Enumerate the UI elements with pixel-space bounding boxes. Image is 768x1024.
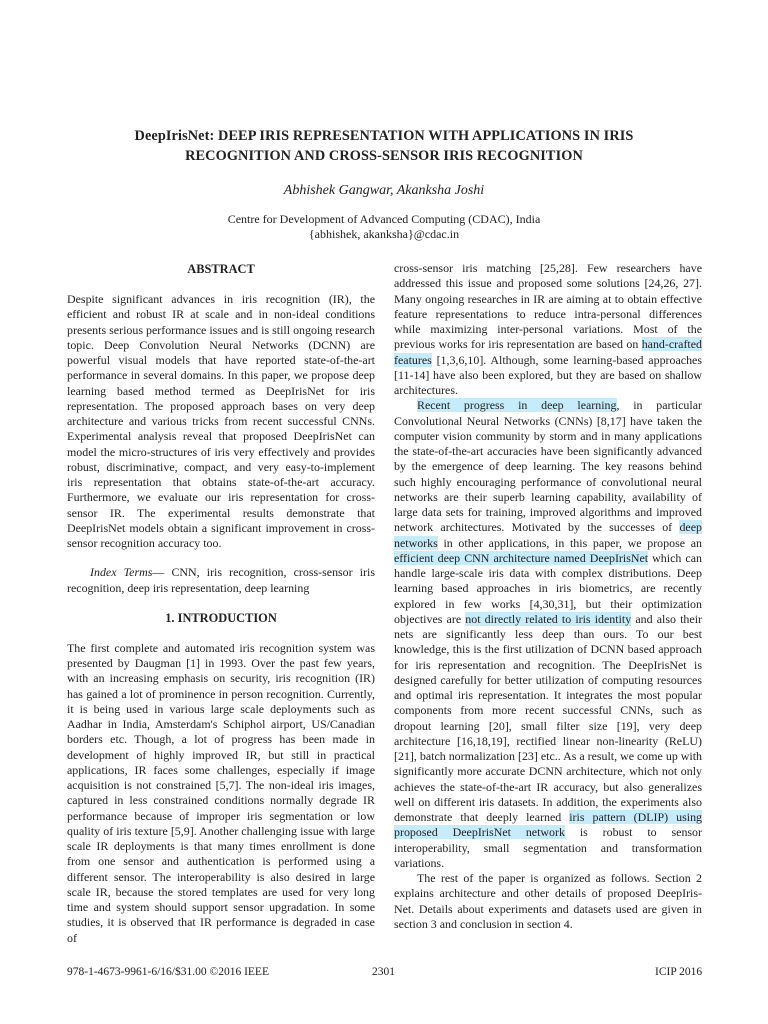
highlight: efficient deep CNN architecture named DeepIrisNet <box>394 550 649 565</box>
paper-title <box>60 126 708 166</box>
header <box>60 126 708 242</box>
highlight: deep networks <box>394 520 702 550</box>
right-paragraph-1 <box>394 261 702 398</box>
text-run: , in particular Convolutional Neural Networks (CNNs) [8,17] have taken the computer vision community by storm and in many applications the state-of-the-art accuracies have been significantly advanced by the emergence of deep learning. The key reasons behind such highly encouraging performance of convolutional neural networks are their superb learning capability, availability of large data sets for training, improved algorithms and improved network architectures. Motivated by the successes of <box>394 398 702 535</box>
highlight: Recent progress in deep learning <box>417 398 617 413</box>
text-run: cross-sensor iris matching [25,28]. Few researchers have addressed this issue and proposed some solutions [24,26, 27]. Many ongoing researches in IR are aiming at to obtain effective feature representations to reduce intra-personal differences while maximizing inter-personal variations. Most of the previous works for iris representation are based on <box>394 261 702 352</box>
highlight: not directly related to iris identity <box>465 611 632 626</box>
abstract-heading: ABSTRACT <box>187 262 255 276</box>
text-run: in other applications, in this paper, we propose an <box>437 535 702 550</box>
highlight: hand-crafted features <box>394 337 702 367</box>
index-terms <box>67 565 375 596</box>
index-terms-text: — CNN, iris recognition, cross-sensor iris recognition, deep iris representation, deep learning <box>67 565 375 595</box>
abstract-text: Despite significant advances in iris recognition (IR), the efficient and robust IR at scale and in non-ideal conditions presents serious performance issues and is still ongoing research topic. Deep Convolution Neural Networks (DCNN) are powerful visual models that have reported state-of-the-art performance in several domains. In this paper, we propose deep learning based method termed as DeepIrisNet for iris representation. The proposed approach bases on very deep architecture and various tricks from recent successful CNNs. Experimental analysis reveal that proposed DeepIrisNet can model the micro-structures of iris very effectively and provides robust, discriminative, compact, and very easy-to-implement iris representation that obtains state-of-the-art accuracy. Furthermore, we evaluate our iris representation for cross-sensor IR. The experimental results demonstrate that DeepIrisNet models obtain a significant improvement in cross-sensor recognition accuracy too. <box>67 292 375 550</box>
index-terms-label: Index Terms <box>90 565 153 580</box>
title-line-2: RECOGNITION AND CROSS-SENSOR IRIS RECOGNITION <box>185 148 583 164</box>
intro-text: The first complete and automated iris recognition system was presented by Daugman [1] in 1993. Over the past few years, with an increasing emphasis on security, iris recognition (IR) has gained a lot of prominence in person recognition. Currently, it is being used in various large scale deployments such as Aadhar in India, Amsterdam's Schiphol airport, US/Canadian borders etc. Though, a lot of progress has been made in development of highly improved IR, but still in practical applications, IR faces some challenges, especially if image acquisition is not constrained [5,7]. The non-ideal iris images, captured in less constrained conditions normally degrade IR performance because of improper iris segmentation or low quality of iris texture [5,9]. Another challenging issue with large scale IR deployments is that many times enrollment is done from one sensor and authentication is performed using a different sensor. The interoperability is also desired in large scale IR, because the stored templates are used for very long time and system should support sensor upgradation. In some studies, it is observed that IR performance is degraded in case of <box>67 640 375 945</box>
affiliation-block <box>60 212 708 242</box>
left-column <box>67 261 375 946</box>
right-paragraph-2 <box>394 398 702 871</box>
text-run: and also their nets are significantly less deep than ours. To our best knowledge, this is the first utilization of DCNN based approach for iris representation and recognition. The DeepIrisNet is designed carefully for better utilization of computing resources and optimal iris representation. It integrates the most popular components from more recent successful CNNs, such as dropout learning [20], small filter size [19], very deep architecture [16,18,19], rectified linear non-linearity (ReLU) [21], batch normalization [23] etc.. As a result, we come up with significantly more accurate DCNN architecture, which not only achieves the state-of-the-art IR accuracy, but also generalizes well on different iris datasets. In addition, the experiments also demonstrate that deeply learned <box>394 611 702 824</box>
text-run: which can handle large-scale iris data with complex distributions. Deep learning based approaches in iris biometrics, are recently explored in few works [4,30,31], but their optimization objectives are <box>394 550 702 626</box>
text-run: [1,3,6,10]. Although, some learning-based approaches [11-14] have also been explored, but they are based on shallow architectures. <box>394 352 702 397</box>
highlight: iris pattern (DLIP) using proposed DeepIrisNet network <box>394 810 703 840</box>
right-paragraph-3: The rest of the paper is organized as follows. Section 2 explains architecture and other details of proposed DeepIris-Net. Details about experiments and datasets used are given in section 3 and conclusion in section 4. <box>394 871 702 931</box>
right-column <box>394 261 702 932</box>
footer-copyright: 978-1-4673-9961-6/16/$31.00 ©2016 IEEE <box>67 966 269 978</box>
authors: Abhishek Gangwar, Akanksha Joshi <box>283 183 485 198</box>
intro-heading: 1. INTRODUCTION <box>165 610 277 625</box>
affiliation: Centre for Development of Advanced Computing (CDAC), India <box>227 212 541 226</box>
text-run: is robust to sensor interoperability, small segmentation and transformation variations. <box>394 825 703 870</box>
page-number: 2301 <box>372 966 395 978</box>
emails: {abhishek, akanksha}@cdac.in <box>308 227 460 241</box>
title-line-1: DeepIrisNet: DEEP IRIS REPRESENTATION WITH APPLICATIONS IN IRIS <box>134 128 634 144</box>
conference-name: ICIP 2016 <box>655 966 703 978</box>
